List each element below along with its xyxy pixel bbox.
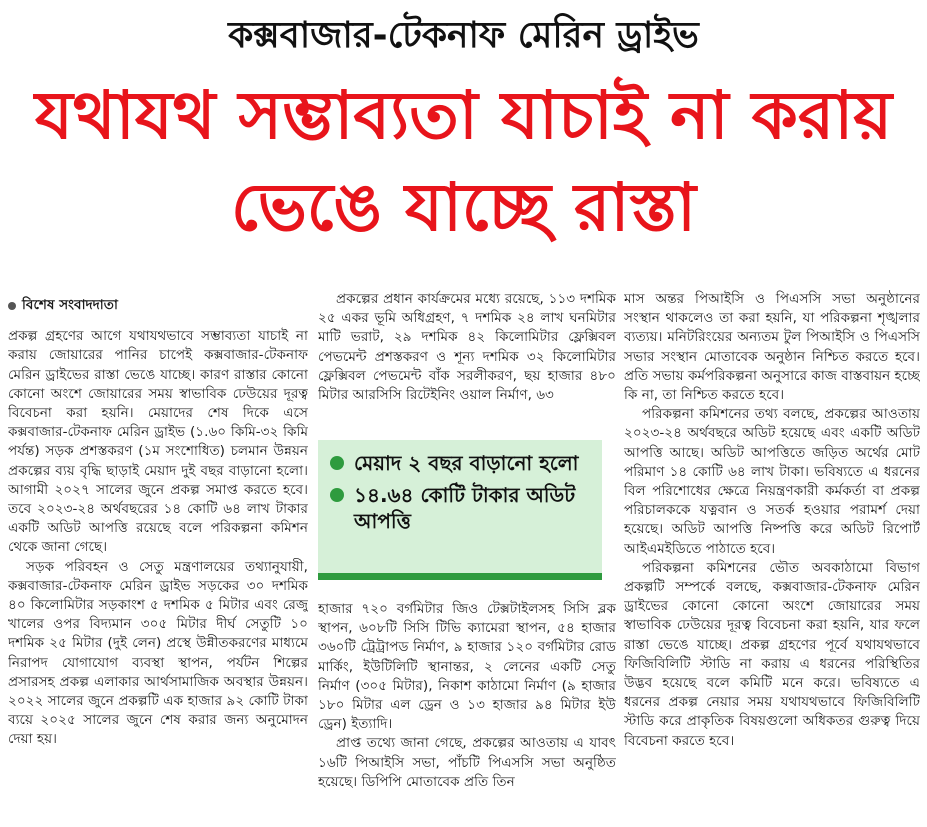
- paragraph: সড়ক পরিবহন ও সেতু মন্ত্রণালয়ের তথ্যানুযায়ী, কক্সবাজার-টেকনাফ মেরিন ড্রাইভ সড়কের ৩০ দশমিক ৪০ কিলোমিটার সড়কাংশ ৫ দশমিক ৫ মিটার এবং রেজু খালের ওপর বিদ্যমান ৩০৫ মিটার দীর্ঘ সেতুটি ১০ দশমিক ২৫ মিটার (দুই লেন) প্রস্থে উন্নীতকরণের মাধ্যমে নিরাপদ যোগাযোগ ব্যবস্থা স্থাপন, পর্যটন শিল্পের প্রসারসহ প্রকল্প এলাকার আর্থসামাজিক অবস্থার উন্নয়ন। ২০২২ সালের জুনে প্রকল্পটি এক হাজার ৯২ কোটি টাকা ব্যয়ে ২০২৫ সালের জুনে শেষ করার জন্য অনুমোদন দেয়া হয়।: [8, 558, 308, 748]
- highlight-item: [330, 450, 594, 476]
- article-column-1: [8, 296, 308, 826]
- article-column-2-top: [318, 290, 616, 440]
- paragraph: পরিকল্পনা কমিশনের ভৌত অবকাঠামো বিভাগ প্রকল্পটি সম্পর্কে বলছে, কক্সবাজার-টেকনাফ মেরিন ড্রাইভের কোনো কোনো অংশে জোয়ারের সময় স্বাভাবিক ঢেউয়ের দূরত্ব বিবেচনা করা হয়নি, যার ফলে রাস্তা ভেঙে যাচ্ছে। প্রকল্প গ্রহণের পূর্বে যথাযথভাবে ফিজিবিলিটি স্টাডি না করায় এ ধরনের পরিস্থিতির উদ্ভব হয়েছে বলে কমিটি মনে করে। ভবিষ্যতে এ ধরনের প্রকল্প নেয়ার সময় যথাযথভাবে ফিজিবিলিটি স্টাডি করে প্রাকৃতিক বিষয়গুলো অধিকতর গুরুত্ব দিয়ে বিবেচনা করতে হবে।: [624, 559, 920, 749]
- article-column-2-bottom: [318, 600, 616, 820]
- paragraph: হাজার ৭২০ বর্গমিটার জিও টেক্সটাইলসহ সিসি ব্লক স্থাপন, ৬০৮টি সিসি টিভি ক্যামেরা স্থাপন, ৫৪ হাজার ৩৬০টি ট্রেট্রাপড নির্মাণ, ৯ হাজার ১২০ বর্গমিটার রোড মার্কিং, ইউটিলিটি স্থানান্তর, ২ লেনের একটি সেতু নির্মাণ (৩০৫ মিটার), নিকাশ কাঠামো নির্মাণ (৯ হাজার ১৮০ মিটার এল ড্রেন ও ১৩ হাজার ৯৪ মিটার ইউ ড্রেন) ইত্যাদি।: [318, 601, 616, 733]
- article-kicker: কক্সবাজার-টেকনাফ মেরিন ড্রাইভ: [228, 15, 699, 56]
- byline: [8, 296, 308, 315]
- paragraph: পরিকল্পনা কমিশনের তথ্য বলছে, প্রকল্পের আওতায় ২০২৩-২৪ অর্থবছরে অডিট হয়েছে এবং একটি অডিট আপত্তি আছে। অডিট আপত্তিতে জড়িত অর্থের মোট পরিমাণ ১৪ কোটি ৬৪ লাখ টাকা। ভবিষ্যতে এ ধরনের বিল পরিশোধের ক্ষেত্রে নিয়ন্ত্রণকারী কর্মকর্তা বা প্রকল্প পরিচালককে যত্নবান ও সতর্ক হওয়ার পরামর্শ দেয়া হয়েছে। অডিট আপত্তি নিষ্পত্তি করে অডিট রিপোর্ট আইএমইডিতে পাঠাতে হবে।: [624, 406, 920, 557]
- highlight-text: মেয়াদ ২ বছর বাড়ানো হলো: [354, 451, 579, 475]
- article-column-3: [624, 290, 920, 820]
- byline-text: বিশেষ সংবাদদাতা: [22, 297, 118, 313]
- highlight-text: ১৪.৬৪ কোটি টাকার অডিট আপত্তি: [354, 483, 576, 533]
- paragraph: প্রকল্পের প্রধান কার্যক্রমের মধ্যে রয়েছে, ১১৩ দশমিক ২৫ একর ভূমি অধিগ্রহণ, ৭ দশমিক ২৪ লাখ ঘনমিটার মাটি ভরাট, ২৯ দশমিক ৪২ কিলোমিটার ফ্লেক্সিবল পেভমেন্ট প্রশস্তকরণ ও শূন্য দশমিক ৩২ কিলোমিটার ফ্লেক্সিবল পেভমেন্ট বাঁক সরলীকরণ, ছয় হাজার ৪৮০ মিটার আরসিসি রিটেইনিং ওয়াল নির্মাণ, ৬৩: [318, 291, 616, 404]
- green-bullet-icon: [330, 456, 344, 470]
- paragraph: মাস অন্তর পিআইসি ও পিএসসি সভা অনুষ্ঠানের সংস্থান থাকলেও তা করা হয়নি, যা পরিকল্পনা শৃঙ্খলার ব্যত্যয়। মনিটরিংয়ের অন্যতম টুল পিআইসি ও পিএসসি সভার সংস্থান মোতাবেক অনুষ্ঠান নিশ্চিত করতে হবে। প্রতি সভায় কর্মপরিকল্পনা অনুসারে কাজ বাস্তবায়ন হচ্ছে কি না, তা নিশ্চিত করতে হবে।: [624, 291, 920, 404]
- highlight-item: [330, 482, 594, 534]
- byline-bullet-icon: [8, 302, 16, 310]
- article-headline: যথাযথ সম্ভাব্যতা যাচাই না করায় ভেঙে যাচ্ছে রাস্তা: [34, 77, 893, 246]
- paragraph: প্রাপ্ত তথ্যে জানা গেছে, প্রকল্পের আওতায় এ যাবৎ ১৬টি পিআইসি সভা, পাঁচটি পিএসসি সভা অনুষ্ঠিত হয়েছে। ডিপিপি মোতাবেক প্রতি তিন: [318, 735, 616, 790]
- green-bullet-icon: [330, 488, 344, 502]
- highlight-box: [318, 440, 602, 580]
- paragraph: প্রকল্প গ্রহণের আগে যথাযথভাবে সম্ভাব্যতা যাচাই না করায় জোয়ারের পানির চাপেই কক্সবাজার-টেকনাফ মেরিন ড্রাইভের রাস্তা ভেঙে যাচ্ছে। কারণ রাস্তার কোনো কোনো অংশে জোয়ারের সময় স্বাভাবিক ঢেউয়ের দূরত্ব বিবেচনা করা হয়নি। মেয়াদের শেষ দিকে এসে কক্সবাজার-টেকনাফ মেরিন ড্রাইভ (১.৬০ কিমি-৩২ কিমি পর্যন্ত) সড়ক প্রশস্তকরণ (১ম সংশোধিত) চলমান উন্নয়ন প্রকল্পের ব্যয় বৃদ্ধি ছাড়াই মেয়াদ দুই বছর বাড়ানো হলো। আগামী ২০২৭ সালের জুনে প্রকল্প সমাপ্ত করতে হবে। তবে ২০২৩-২৪ অর্থবছরের ১৪ কোটি ৬৪ লাখ টাকার একটি অডিট আপত্তি রয়েছে বলে পরিকল্পনা কমিশন থেকে জানা গেছে।: [8, 328, 308, 556]
